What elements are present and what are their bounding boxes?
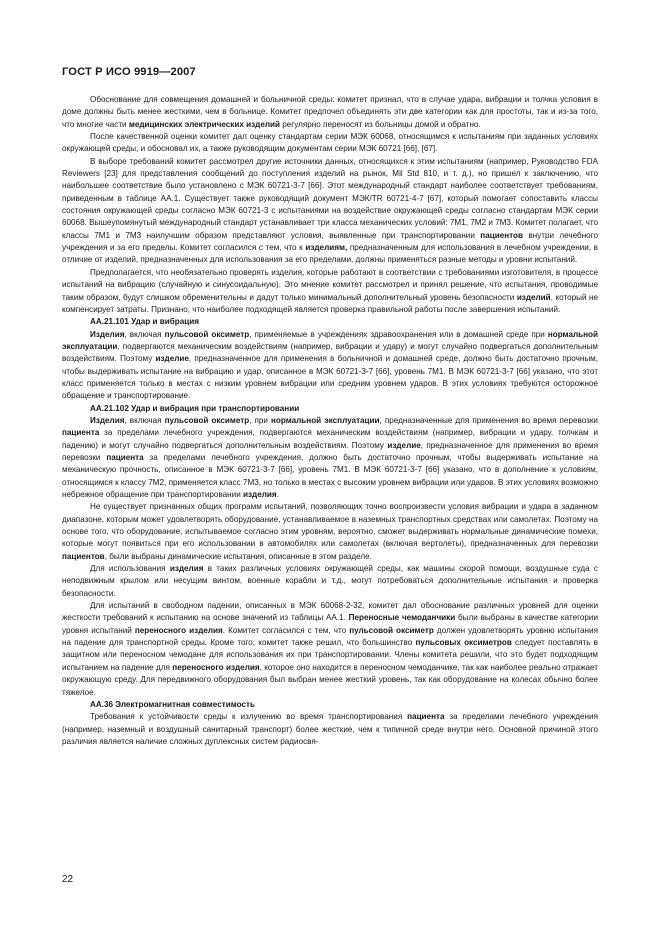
- body-paragraph: [62, 600, 598, 699]
- bold-term: пациента: [106, 452, 144, 462]
- text-run: , применяемые в учреждениях здравоохранения или в домашней среде при: [249, 329, 548, 339]
- body-paragraph: [62, 711, 598, 748]
- bold-term: пациента: [62, 428, 100, 438]
- document-header: ГОСТ Р ИСО 9919—2007: [62, 66, 196, 78]
- page-number: 22: [62, 874, 74, 885]
- text-run: Обоснование для совмещения домашней и больничной среды: комитет признал, что в случае удара, вибрации и толчка условия в доме должны быть менее жесткими, чем в больнице. Комитет предпочел объединять эти две категории как для простоты, так и из-за того, что многие части: [62, 95, 598, 129]
- bold-term: Изделия: [90, 415, 125, 425]
- section-heading: [62, 403, 598, 415]
- bold-term: нормальной эксплуатации: [271, 415, 380, 425]
- text-run: АА.36 Электромагнитная совместимость: [90, 699, 255, 709]
- text-run: регулярно переносят из больницы домой и обратно.: [280, 119, 481, 129]
- text-run: Для использования: [90, 564, 170, 574]
- bold-term: Изделия: [90, 329, 125, 339]
- bold-term: изделиям,: [305, 243, 348, 253]
- body-paragraph: [62, 501, 598, 563]
- text-run: , включая: [124, 329, 165, 339]
- text-run: , включая: [124, 415, 165, 425]
- text-run: , предназначенные для применения во время перевозки: [379, 415, 598, 425]
- bold-term: пульсовой оксиметр: [349, 625, 434, 635]
- text-run: Требования к устойчивости среды к излучению во время транспортирования: [90, 712, 408, 722]
- text-run: , были выбраны динамические испытания, описанные в этом разделе.: [104, 551, 372, 561]
- bold-term: пульсовой оксиметр: [164, 329, 250, 339]
- bold-term: переносного изделия: [134, 625, 223, 635]
- text-run: , предназначенное для применения во время перевозки: [62, 440, 598, 462]
- text-run: в таких различных условиях окружающей среды, как машины скорой помощи, воздушные суда с неподвижным крылом или несущим винтом, военные корабли и т.д., могут потребоваться дополнительные испытания и проверка безопасности.: [62, 564, 598, 598]
- bold-term: нормальной эксплуатации: [62, 329, 598, 351]
- text-run: , при: [249, 415, 271, 425]
- text-run: Предполагается, что необязательно проверять изделия, которые работают в соответствии с требованиями изготовителя, в процессе испытаний на вибрацию (случайную и синусоидальную). Это мнение комитет рассмотрел и принял решение, что испытания, проводимые таким образом, будут слишком обременительны и дадут только минимальный дополнительный уровень безопасности: [62, 267, 598, 302]
- bold-term: пациентов: [62, 551, 105, 561]
- text-run: .: [276, 490, 279, 499]
- document-body: [62, 94, 598, 748]
- text-run: за пределами лечебного учреждения, должно быть достаточно прочным, чтобы выдерживать испытание на механическую прочность, описанное в МЭК 60721-3-7 [66], уровень 7M1. В МЭК 60721-3-7 [66] указано, что в дополнение к условиям, относящимся к классу 7M2, применяется класс 7M3, но только в местах с высоким уровнем вибрации или ударов. В этих условиях возможно небрежное обращение при транспортировании: [62, 452, 598, 499]
- text-run: , подвергаются механическим воздействиям (например, вибрации и удару) и могут случайно подвергаться дополнительным воздействиям. Поэтому: [62, 341, 598, 364]
- text-run: АА.21.101 Удар и вибрация: [90, 317, 200, 327]
- text-run: Для испытаний в свободном падении, описанных в МЭК 60068-2-32, комитет дал обоснование различных уровней для оценки жесткости требований к испытанию на основе значений из таблицы АА.1.: [62, 601, 598, 623]
- text-run: В выборе требований комитет рассмотрел другие источники данных, относящихся к этим испытаниям (например, Руководство FDA Reviewers [23] для представления сообщений до поступления изделий на рынок, Mil Std 810, и т. д.), но пришел к заключению, что наибольшее соответствие было установлено с МЭК 60721-3-7 [66]. Этот международный стандарт наиболее соответствует требованиям, приведенным в таблице АА.1. Существует также руководящий документ МЭК/TR 60721-4-7 [67], который помогает сопоставить классы состояния окружающей среды согласно МЭК 60721-3 с испытаниями на воздействие окружающей среды согласно стандартам МЭК серии 60068. Вышеупомянутый международный стандарт устанавливает три класса механических условий: 7M1, 7M2 и 7M3. Комитет полагает, что классы 7M1 и 7M3 наилучшим образом представляют условия, выявленные при транспортировании: [62, 156, 598, 240]
- body-paragraph: [62, 563, 598, 600]
- text-run: АА.21.102 Удар и вибрация при транспортировании: [90, 403, 300, 413]
- section-heading: [62, 316, 598, 328]
- bold-term: Переносные чемоданчики: [348, 613, 456, 623]
- text-run: . Комитет согласился с тем, что: [222, 625, 350, 635]
- section-heading: [62, 699, 598, 711]
- text-run: за пределами лечебного учреждения (например, наземный и воздушный санитарный транспорт) более жесткие, чем к типичной среде внутри него. Основной причиной этого различия является наличие сложных дуплексных систем радиосвя-: [62, 712, 598, 746]
- bold-term: переносного изделия: [172, 662, 260, 672]
- body-paragraph: [62, 94, 598, 131]
- text-run: Не существует признанных общих программ испытаний, позволяющих точно воспроизвести условия вибрации и удара в заданном диапазоне, которым может удовлетворять оборудование, устанавливаемое в наземных транспортных средствах или самолетах. Поэтому на основе того, что оборудование, испытываемое согласно этим уровням, вероятно, сможет выдерживать нормальные динамические помехи, которые могут появиться при его использовании в автомобилях или самолетах (включая вертолеты), предназначенных для перевозки: [62, 502, 598, 549]
- text-run: следует поставлять в защитном или переносном чемодане для использования их при транспортировании. Члены комитета решили, что это будет подходящим испытанием на падение для: [62, 638, 598, 672]
- bold-term: пульсовых оксиметров: [415, 638, 512, 648]
- body-paragraph: [62, 156, 598, 267]
- text-run: После качественной оценки комитет дал оценку стандартам серии МЭК 60068, относящимся к испытаниям при заданных условиях окружающей среды, и обосновал их, а также руководящим документам серии МЭК 60721 [66], [67].: [62, 132, 598, 154]
- text-run: , который не компенсирует затраты. Признано, что наиболее подходящей является проверка правильной работы после завершения испытаний.: [62, 292, 598, 314]
- bold-term: пациентов: [480, 230, 523, 240]
- body-paragraph: [62, 131, 598, 156]
- bold-term: пациента: [407, 712, 445, 722]
- text-run: за пределами лечебного учреждения, подвергаются механическим воздействиям (например, вибрации и удару, толчкам и падению) и могут случайно подвергаться дополнительным воздействиям. Поэтому: [62, 428, 598, 450]
- bold-term: пульсовой оксиметр: [164, 415, 250, 425]
- bold-term: изделия: [243, 490, 277, 499]
- text-run: , предназначенное для применения в больничной и домашней среде, должно быть достаточно прочным, чтобы выдерживать испытание на вибрацию и удар, описанное в МЭК 60721-3-7 [66], уровень 7M1. В МЭК 60721-3-7 [66] указано, что этот класс применяется только в местах с низким уровнем вибрации или средним уровнем ударов. В этих условиях требуются осторожное обращение и транспортирование.: [62, 354, 599, 401]
- text-run: , которое оно находится в переносном чемоданчике, так как наиболее реально отражает окружающую среду. Для передвижного оборудования был выбран менее жесткий уровень, так как оборудование на колесах обычно более тяжелое.: [62, 662, 598, 697]
- text-run: должен удовлетворять уровню испытания на падение для транспортной среды. Кроме того, комитет также решил, что большинство: [62, 625, 598, 648]
- bold-term: изделия: [169, 564, 204, 574]
- text-run: предназначенным для использования в лечебном учреждении, в отличие от изделий, предназначенных для использования за его пределами, должны применяться разные методы и уровни испытаний.: [62, 243, 598, 265]
- body-paragraph: [62, 329, 598, 403]
- bold-term: изделий: [516, 292, 551, 302]
- bold-term: изделие: [155, 354, 189, 364]
- body-paragraph: [62, 415, 598, 501]
- text-run: внутри лечебного учреждения и за его пределы. Комитет согласился с тем, что к: [62, 230, 598, 253]
- body-paragraph: [62, 267, 598, 316]
- bold-term: медицинских электрических изделий: [128, 119, 280, 129]
- text-run: были выбраны в качестве категории уровня испытаний: [62, 613, 598, 635]
- bold-term: изделие: [387, 440, 421, 450]
